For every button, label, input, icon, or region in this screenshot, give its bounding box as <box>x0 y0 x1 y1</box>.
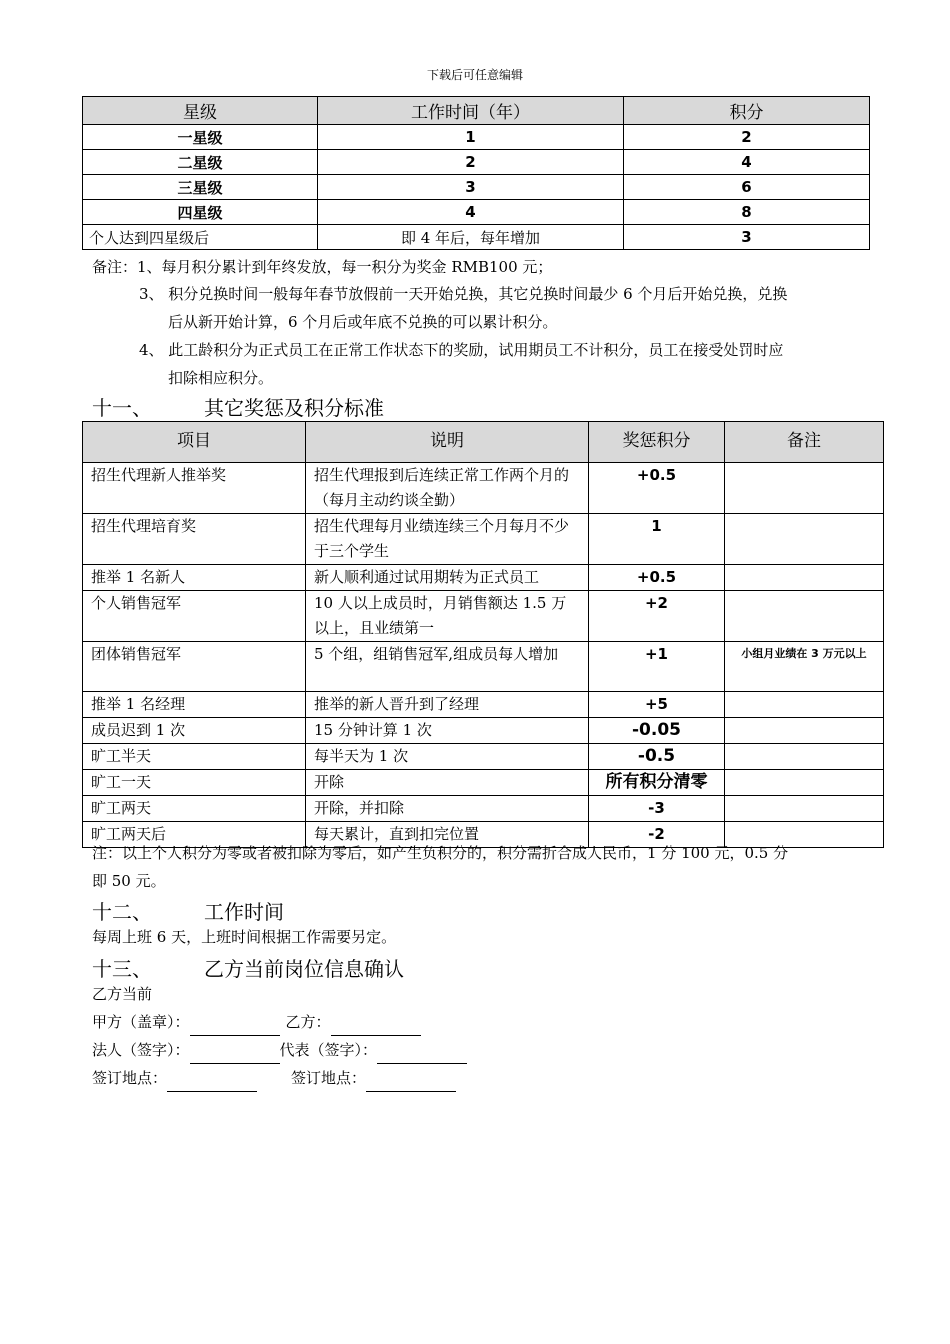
place-a-blank[interactable] <box>167 1073 257 1092</box>
note-cell <box>725 744 884 770</box>
table-header-row <box>83 97 870 125</box>
item-cell: 成员迟到 1 次 <box>83 718 306 744</box>
desc-cell: 开除，并扣除 <box>306 796 589 822</box>
table-row <box>83 200 870 225</box>
section-heading <box>92 392 384 421</box>
note-cell: 小组月业绩在 3 万元以上 <box>725 642 884 692</box>
party-b-blank[interactable] <box>331 1017 421 1036</box>
item-cell: 个人销售冠军 <box>83 591 306 642</box>
note-line: 注：以上个人积分为零或者被扣除为零后，如产生负积分的，积分需折合成人民币，1 分 100 元，0.5 分 <box>92 844 789 862</box>
note-cell <box>725 796 884 822</box>
table-row <box>83 796 884 822</box>
star-cell: 二星级 <box>83 150 318 175</box>
desc-cell: 招生代理报到后连续正常工作两个月的（每月主动约谈全勤） <box>306 463 589 514</box>
note-cell <box>725 770 884 796</box>
star-cell: 三星级 <box>83 175 318 200</box>
points-cell: 8 <box>624 200 870 225</box>
note-cell <box>725 718 884 744</box>
table-row <box>83 463 884 514</box>
points-cell: 1 <box>589 514 725 565</box>
points-cell: 2 <box>624 125 870 150</box>
section-text: 乙方当前 <box>92 985 153 1003</box>
star-cell: 个人达到四星级后 <box>83 225 318 250</box>
note-cell <box>725 565 884 591</box>
header-cell: 星级 <box>83 97 318 125</box>
section-number: 十二、 <box>92 900 152 924</box>
note-cell <box>725 692 884 718</box>
desc-cell: 10 人以上成员时，月销售额达 1.5 万以上，且业绩第一 <box>306 591 589 642</box>
section-number: 十三、 <box>92 957 152 981</box>
desc-cell: 5 个组，组销售冠军,组成员每人增加 <box>306 642 589 692</box>
note-line: 3、 积分兑换时间一般每年春节放假前一天开始兑换，其它兑换时间最少 6 个月后开始兑换，兑换 <box>139 285 788 303</box>
section-title: 乙方当前岗位信息确认 <box>204 957 404 981</box>
item-cell: 旷工半天 <box>83 744 306 770</box>
years-cell: 2 <box>318 150 624 175</box>
note-line: 4、 此工龄积分为正式员工在正常工作状态下的奖励，试用期员工不计积分，员工在接受处罚时应 <box>139 341 784 359</box>
years-cell: 即 4 年后，每年增加 <box>318 225 624 250</box>
rep-blank[interactable] <box>377 1045 467 1064</box>
desc-cell: 招生代理每月业绩连续三个月每月不少于三个学生 <box>306 514 589 565</box>
header-cell: 说明 <box>306 422 589 463</box>
section-heading <box>92 896 284 925</box>
table-row <box>83 225 870 250</box>
table-row <box>83 770 884 796</box>
signature-row <box>92 1008 427 1036</box>
legal-label: 法人（签字）： <box>92 1041 190 1059</box>
legal-blank[interactable] <box>190 1045 280 1064</box>
desc-cell: 开除 <box>306 770 589 796</box>
section-heading <box>92 953 404 982</box>
item-cell: 团体销售冠军 <box>83 642 306 692</box>
table-row <box>83 175 870 200</box>
note-line: 后从新开始计算，6 个月后或年底不兑换的可以累计积分。 <box>168 313 558 331</box>
rep-label: 代表（签字）： <box>279 1041 378 1059</box>
years-cell: 3 <box>318 175 624 200</box>
note-cell <box>725 514 884 565</box>
item-cell: 招生代理培育奖 <box>83 514 306 565</box>
star-cell: 一星级 <box>83 125 318 150</box>
item-cell: 招生代理新人推举奖 <box>83 463 306 514</box>
party-a-label: 甲方（盖章）： <box>92 1013 190 1031</box>
points-cell: -0.5 <box>589 744 725 770</box>
points-cell: +0.5 <box>589 463 725 514</box>
header-cell: 工作时间（年） <box>318 97 624 125</box>
points-cell: 3 <box>624 225 870 250</box>
item-cell: 旷工两天后 <box>83 822 306 848</box>
section-title: 工作时间 <box>204 900 284 924</box>
party-a-blank[interactable] <box>190 1017 280 1036</box>
note-cell <box>725 591 884 642</box>
table-row <box>83 591 884 642</box>
note-line: 扣除相应积分。 <box>168 369 274 387</box>
note-cell <box>725 463 884 514</box>
section-number: 十一、 <box>92 396 152 420</box>
item-cell: 旷工一天 <box>83 770 306 796</box>
table-row <box>83 744 884 770</box>
place-b-blank[interactable] <box>366 1073 456 1092</box>
item-cell: 推举 1 名新人 <box>83 565 306 591</box>
signature-row <box>92 1064 462 1092</box>
note-line: 即 50 元。 <box>92 872 166 890</box>
place-b-label: 签订地点： <box>291 1069 367 1087</box>
page-header: 下载后可任意编辑 <box>426 68 523 82</box>
years-cell: 1 <box>318 125 624 150</box>
table-row <box>83 125 870 150</box>
desc-cell: 每半天为 1 次 <box>306 744 589 770</box>
points-cell: +0.5 <box>589 565 725 591</box>
item-cell: 推举 1 名经理 <box>83 692 306 718</box>
desc-cell: 新人顺利通过试用期转为正式员工 <box>306 565 589 591</box>
points-cell: 4 <box>624 150 870 175</box>
signature-row <box>92 1036 473 1064</box>
section-text: 每周上班 6 天，上班时间根据工作需要另定。 <box>92 928 397 946</box>
table-row <box>83 514 884 565</box>
party-b-label: 乙方： <box>285 1013 331 1031</box>
table-row <box>83 642 884 692</box>
item-cell: 旷工两天 <box>83 796 306 822</box>
desc-cell: 15 分钟计算 1 次 <box>306 718 589 744</box>
note-line: 备注：1、每月积分累计到年终发放，每一积分为奖金 RMB100 元； <box>92 258 553 276</box>
points-cell: 6 <box>624 175 870 200</box>
points-cell: +1 <box>589 642 725 692</box>
header-cell: 奖惩积分 <box>589 422 725 463</box>
points-cell: -3 <box>589 796 725 822</box>
header-cell: 积分 <box>624 97 870 125</box>
points-cell: -0.05 <box>589 718 725 744</box>
star-level-table <box>82 96 870 250</box>
years-cell: 4 <box>318 200 624 225</box>
header-cell: 项目 <box>83 422 306 463</box>
desc-cell: 推举的新人晋升到了经理 <box>306 692 589 718</box>
points-cell: +2 <box>589 591 725 642</box>
table-row <box>83 718 884 744</box>
star-cell: 四星级 <box>83 200 318 225</box>
section-title: 其它奖惩及积分标准 <box>204 396 384 420</box>
header-cell: 备注 <box>725 422 884 463</box>
table-row <box>83 565 884 591</box>
table-header-row <box>83 422 884 463</box>
points-cell: -2 <box>589 822 725 848</box>
place-a-label: 签订地点： <box>92 1069 168 1087</box>
points-cell: +5 <box>589 692 725 718</box>
desc-cell: 每天累计，直到扣完位置 <box>306 822 589 848</box>
table-row <box>83 150 870 175</box>
reward-penalty-table <box>82 421 884 848</box>
points-cell: 所有积分清零 <box>589 770 725 796</box>
table-row <box>83 692 884 718</box>
